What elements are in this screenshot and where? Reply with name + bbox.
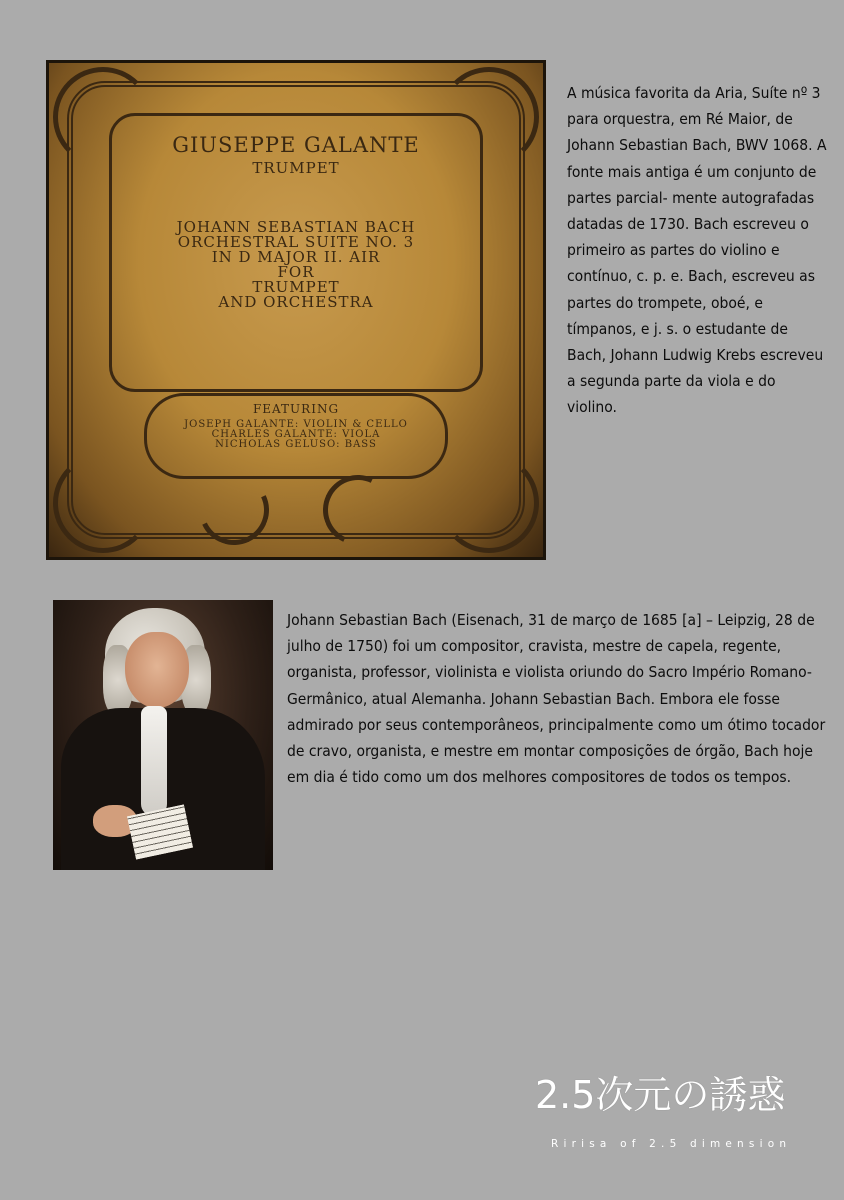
album-cover: [46, 60, 546, 560]
scroll-ornament: [439, 453, 539, 553]
logo-subtitle: Ririsa of 2.5 dimension: [551, 1138, 792, 1150]
portrait-face: [125, 632, 189, 708]
album-title: JOHANN SEBASTIAN BACH ORCHESTRAL SUITE NO. 3 IN D MAJOR II. AIR FOR TRUMPET AND ORCHESTRA: [176, 218, 416, 311]
bach-portrait: [53, 600, 273, 870]
bach-biography: Johann Sebastian Bach (Eisenach, 31 de março de 1685 [a] – Leipzig, 28 de julho de 1750) foi um compositor, cravista, mestre de capela, regente, organista, professor, violinista e violista oriundo do Sacro Império Romano-Germânico, atual Alemanha. Johann Sebastian Bach. Embora ele fosse admirado por seus contemporâneos, principalmente como um ótimo tocador de cravo, organista, e mestre em montar composições de órgão, Bach hoje em dia é tido como um dos melhores compositores de todos os tempos.: [287, 611, 826, 787]
portrait-collar: [141, 706, 167, 816]
album-instrument: TRUMPET: [252, 159, 340, 177]
scroll-ornament: [53, 453, 153, 553]
album-artist: GIUSEPPE GALANTE: [172, 133, 420, 157]
site-logo: [535, 1060, 810, 1155]
featuring-credits: JOSEPH GALANTE: VIOLIN & CELLO CHARLES GALANTE: VIOLA NICHOLAS GELUSO: BASS: [184, 419, 408, 450]
aria-description: A música favorita da Aria, Suíte nº 3 para orquestra, em Ré Maior, de Johann Sebastian Bach, BWV 1068. A fonte mais antiga é um conjunto de partes parcial- mente autografadas datadas de 1730. Bach escreveu o primeiro as partes do violino e contínuo, c. p. e. Bach, escreveu as partes do trompete, oboé, e tímpanos, e j. s. o estudante de Bach, Johann Ludwig Krebs escreveu a segunda parte da viola e do violino.: [567, 84, 827, 417]
logo-mark: 2.5次元の誘惑: [535, 1073, 786, 1117]
featuring-label: FEATURING: [252, 402, 340, 416]
